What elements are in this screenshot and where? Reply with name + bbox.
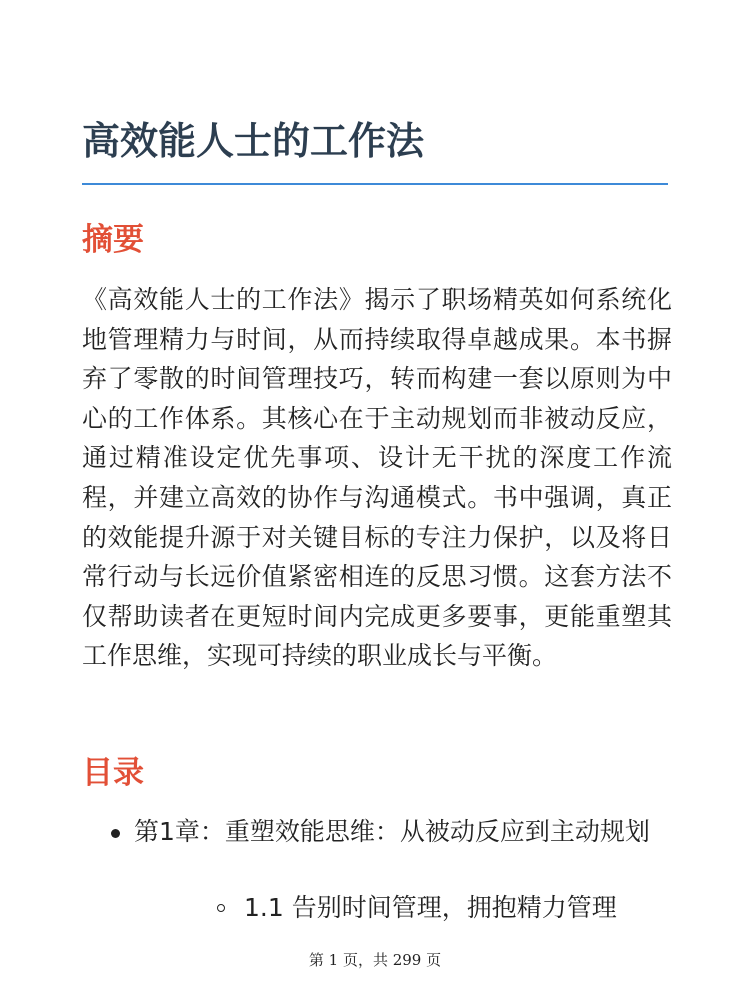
bullet-circle-icon	[217, 904, 225, 912]
toc-list	[82, 812, 672, 928]
page-footer: 第 1 页，共 299 页	[308, 951, 442, 969]
toc-section-text: 1.1 告别时间管理，拥抱精力管理	[244, 893, 617, 922]
toc-heading: 目录	[82, 755, 144, 791]
abstract-text: 《高效能人士的工作法》揭示了职场精英如何系统化地管理精力与时间，从而持续取得卓越成果。本书摒弃了零散的时间管理技巧，转而构建一套以原则为中心的工作体系。其核心在于主动规划而非被动反应，通过精准设定优先事项、设计无干扰的深度工作流程，并建立高效的协作与沟通模式。书中强调，真正的效能提升源于对关键目标的专注力保护，以及将日常行动与长远价值紧密相连的反思习惯。这套方法不仅帮助读者在更短时间内完成更多要事，更能重塑其工作思维，实现可持续的职业成长与平衡。	[82, 285, 672, 671]
abstract-heading: 摘要	[82, 222, 144, 258]
bullet-disc-icon	[111, 829, 120, 838]
toc-section-item	[134, 888, 672, 928]
title-divider	[82, 183, 668, 185]
toc-chapter-text: 第1章：重塑效能思维：从被动反应到主动规划	[134, 817, 650, 846]
document-title: 高效能人士的工作法	[82, 119, 425, 163]
toc-chapter-item	[82, 812, 672, 928]
